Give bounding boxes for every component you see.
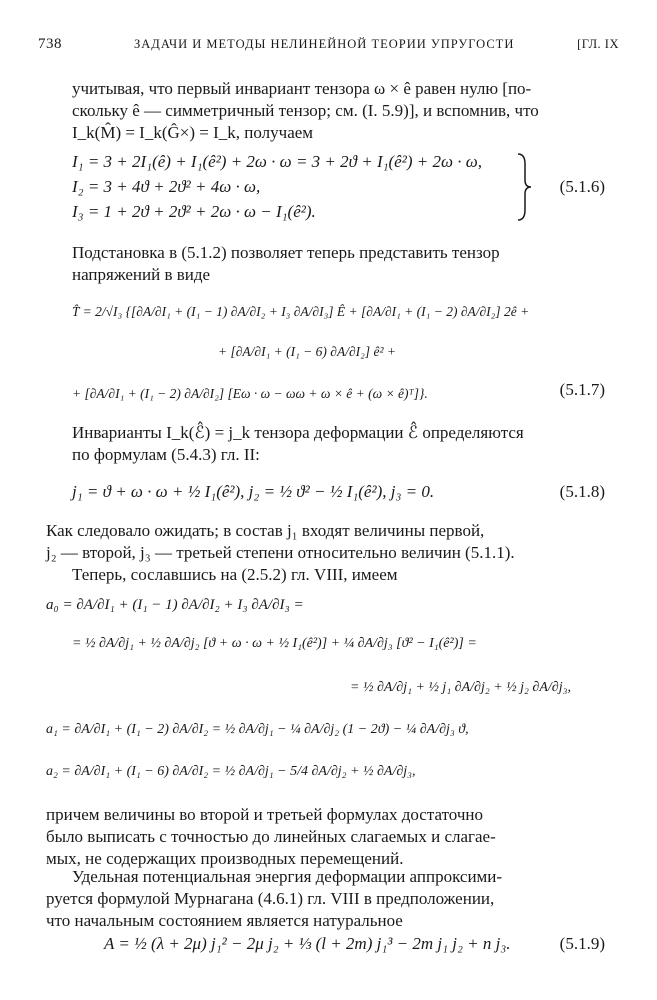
text-line: причем величины во второй и третьей формулах достаточно bbox=[46, 805, 484, 824]
equation-line: + [∂A/∂I₁ + (I₁ − 6) ∂A/∂I₂] ê² + bbox=[218, 344, 396, 359]
text-line: I_k(M̂) = I_k(Ĝ×) = I_k, получаем bbox=[72, 123, 314, 142]
equation-line: a₀ = ∂A/∂I₁ + (I₁ − 1) ∂A/∂I₂ + I₃ ∂A/∂I₃ = bbox=[46, 597, 304, 613]
equation-line: I₃ = 1 + 2ϑ + 2ϑ² + 2ω · ω − I₁(ê²). bbox=[72, 202, 316, 221]
text-line: Удельная потенциальная энергия деформации аппроксими- bbox=[72, 867, 503, 886]
text-line: мых, не содержащих производных перемещений. bbox=[46, 849, 404, 868]
paragraph-4 bbox=[46, 520, 606, 586]
text-line: Теперь, сославшись на (2.5.2) гл. VIII, имеем bbox=[72, 565, 398, 584]
equation-line: a₁ = ∂A/∂I₁ + (I₁ − 2) ∂A/∂I₂ = ½ ∂A/∂j₁ − ¼ ∂A/∂j₂ (1 − 2ϑ) − ¼ ∂A/∂j₃ ϑ, bbox=[46, 722, 469, 737]
page-number: 738 bbox=[38, 36, 62, 52]
running-title: ЗАДАЧИ И МЕТОДЫ НЕЛИНЕЙНОЙ ТЕОРИИ УПРУГОСТИ bbox=[134, 37, 515, 51]
equation-line: T̂ = 2/√I₃ {[∂A/∂I₁ + (I₁ − 1) ∂A/∂I₂ + I₃ ∂A/∂I₃] Ê + [∂A/∂I₁ + (I₁ − 2) ∂A/∂I₂] 2ê + bbox=[72, 304, 530, 319]
text-line: по формулам (5.4.3) гл. II: bbox=[72, 445, 260, 464]
text-line: учитывая, что первый инвариант тензора ω × ê равен нулю [по- bbox=[72, 79, 532, 98]
text-line: j₂ — второй, j₃ — третьей степени относительно величин (5.1.1). bbox=[46, 543, 515, 562]
equation-line: j₁ = ϑ + ω · ω + ½ I₁(ê²), j₂ = ½ ϑ² − ½ I₁(ê²), j₃ = 0. bbox=[72, 482, 435, 501]
text-line: Как следовало ожидать; в состав j₁ входят величины первой, bbox=[46, 521, 485, 540]
equation-line: = ½ ∂A/∂j₁ + ½ j₁ ∂A/∂j₂ + ½ j₂ ∂A/∂j₃, bbox=[350, 680, 571, 695]
paragraph-1 bbox=[72, 78, 604, 144]
equation-number: (5.1.9) bbox=[559, 934, 605, 953]
equation-line: a₂ = ∂A/∂I₁ + (I₁ − 6) ∂A/∂I₂ = ½ ∂A/∂j₁ − 5/4 ∂A/∂j₂ + ½ ∂A/∂j₃, bbox=[46, 764, 416, 779]
text-line: Подстановка в (5.1.2) позволяет теперь представить тензор bbox=[72, 243, 500, 262]
text-line: напряжений в виде bbox=[72, 265, 211, 284]
equation-line: = ½ ∂A/∂j₁ + ½ ∂A/∂j₂ [ϑ + ω · ω + ½ I₁(ê²)] + ¼ ∂A/∂j₃ [ϑ² − I₁(ê²)] = bbox=[72, 636, 477, 651]
text-line: было выписать с точностью до линейных слагаемых и слагае- bbox=[46, 827, 496, 846]
equation-number: (5.1.8) bbox=[559, 482, 605, 501]
text-line: скольку ê — симметричный тензор; см. (I. 5.9)], и вспомнив, что bbox=[72, 101, 539, 120]
text-line: руется формулой Мурнагана (4.6.1) гл. VIII в предположении, bbox=[46, 889, 495, 908]
paragraph-6 bbox=[46, 866, 606, 932]
equation-line: I₁ = 3 + 2I₁(ê) + I₁(ê²) + 2ω · ω = 3 + 2ϑ + I₁(ê²) + 2ω · ω, bbox=[72, 152, 482, 171]
right-brace bbox=[516, 152, 532, 222]
paragraph-2 bbox=[72, 242, 604, 286]
text-line: что начальным состоянием является натуральное bbox=[46, 911, 403, 930]
equation-line: I₂ = 3 + 4ϑ + 2ϑ² + 4ω · ω, bbox=[72, 177, 261, 196]
equation-number: (5.1.6) bbox=[559, 177, 605, 196]
running-header bbox=[38, 36, 619, 56]
paragraph-5 bbox=[46, 804, 606, 870]
equation-line: + [∂A/∂I₁ + (I₁ − 2) ∂A/∂I₂] [Eω · ω − ωω + ω × ê + (ω × ê)ᵀ]}. bbox=[72, 386, 428, 401]
text-line: Инварианты I_k(ℰ̂) = j_k тензора деформации ℰ̂ определяются bbox=[72, 423, 524, 442]
equation-number: (5.1.7) bbox=[559, 380, 605, 399]
paragraph-3 bbox=[72, 422, 604, 466]
equation-line: A = ½ (λ + 2μ) j₁² − 2μ j₂ + ⅓ (l + 2m) j₁³ − 2m j₁ j₂ + n j₃. bbox=[104, 934, 511, 953]
chapter-label: [ГЛ. IX bbox=[577, 37, 619, 51]
